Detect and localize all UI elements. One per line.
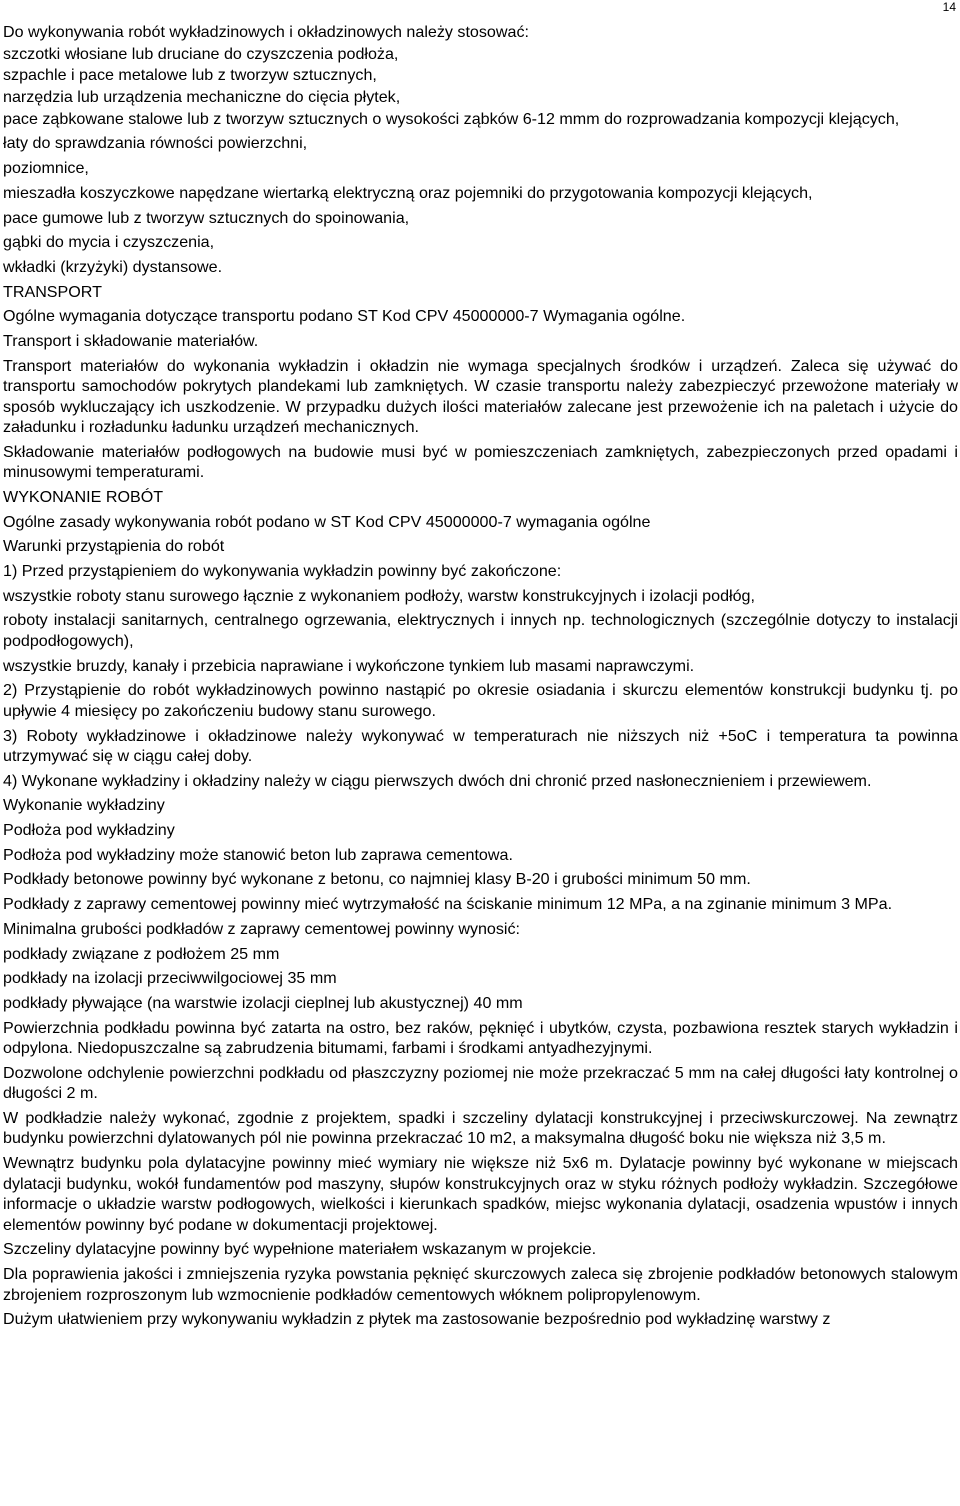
list-item: mieszadła koszyczkowe napędzane wiertarką elektryczną oraz pojemniki do przygotowania kompozycji klejących,	[3, 183, 813, 202]
paragraph: Podkłady betonowe powinny być wykonane z betonu, co najmniej klasy B-20 i grubości minimum 50 mm.	[3, 870, 751, 889]
paragraph: 4) Wykonane wykładziny i okładziny należy w ciągu pierwszych dwóch dni chronić przed nasłonecznieniem i przewiewem.	[3, 771, 872, 790]
list-item: podkłady na izolacji przeciwwilgociowej 35 mm	[3, 969, 337, 988]
paragraph: Powierzchnia podkładu powinna być zatarta na ostro, bez raków, pęknięć i ubytków, czysta, pozbawiona resztek starych wykładzin i odpylona. Niedopuszczalne są zabrudzenia bitumami, farbami i środkami antyadhezyjnymi.	[3, 1018, 958, 1058]
paragraph: Ogólne wymagania dotyczące transportu podano ST Kod CPV 45000000-7 Wymagania ogólne.	[3, 307, 686, 326]
paragraph: Dużym ułatwieniem przy wykonywaniu wykładzin z płytek ma zastosowanie bezpośrednio pod wykładzinę warstwy z	[3, 1310, 831, 1329]
list-item: poziomnice,	[3, 159, 89, 178]
section-heading: WYKONANIE ROBÓT	[3, 488, 164, 506]
paragraph: Transport materiałów do wykonania wykładzin i okładzin nie wymaga specjalnych środków i urządzeń. Zaleca się używać do transportu samochodów pokrytych plandekami lub zamkniętych. W czasie transportu należy zabezpieczyć przewożone materiały w sposób wykluczający ich uszkodzenie. W przypadku dużych ilości materiałów zalecane jest przewożenie ich na paletach i użycie do załadunku i rozładunku ładunku urządzeń mechanicznych.	[3, 356, 958, 437]
list-item: podkłady pływające (na warstwie izolacji cieplnej lub akustycznej) 40 mm	[3, 993, 523, 1012]
paragraph: Składowanie materiałów podłogowych na budowie musi być w pomieszczeniach zamkniętych, zabezpieczonych przed opadami i minusowymi temperaturami.	[3, 442, 958, 482]
paragraph: 2) Przystąpienie do robót wykładzinowych powinno nastąpić po okresie osiadania i skurczu elementów konstrukcji budynku tj. po upływie 4 miesięcy po zakończeniu budowy stanu surowego.	[3, 681, 958, 720]
paragraph: Do wykonywania robót wykładzinowych i okładzinowych należy stosować:	[3, 23, 529, 41]
page-number: 14	[942, 0, 956, 14]
list-item: szpachle i pace metalowe lub z tworzyw sztucznych,	[3, 66, 377, 85]
list-item: pace gumowe lub z tworzyw sztucznych do spoinowania,	[3, 208, 410, 227]
list-item: wszystkie bruzdy, kanały i przebicia naprawiane i wykończone tynkiem lub masami naprawczymi.	[3, 656, 695, 675]
list-item: wszystkie roboty stanu surowego łącznie z wykonaniem podłoży, warstw konstrukcyjnych i izolacji podłóg,	[3, 586, 755, 605]
list-item: podkłady związane z podłożem 25 mm	[3, 944, 280, 963]
paragraph: 3) Roboty wykładzinowe i okładzinowe należy wykonywać w temperaturach nie niższych niż +5oC i temperatura ta powinna utrzymywać się w ciągu całej doby.	[3, 726, 958, 765]
paragraph: Minimalna grubości podkładów z zaprawy cementowej powinny wynosić:	[3, 919, 521, 938]
subsection-heading: Warunki przystąpienia do robót	[3, 537, 225, 556]
paragraph: 1) Przed przystąpieniem do wykonywania wykładzin powinny być zakończone:	[3, 562, 562, 581]
paragraph: W podkładzie należy wykonać, zgodnie z projektem, spadki i szczeliny dylatacji konstrukcyjnej i przeciwskurczowej. Na zewnątrz budynku powierzchni dylatowanych pól nie powinna przekraczać 10 m2, a maksymalna długość boku nie większa niż 3,5 m.	[3, 1108, 958, 1148]
section-heading: TRANSPORT	[3, 282, 102, 301]
subsection-heading: Wykonanie wykładziny	[3, 796, 165, 815]
subsection-heading: Podłoża pod wykładziny	[3, 821, 175, 840]
paragraph: Dozwolone odchylenie powierzchni podkładu od płaszczyzny poziomej nie może przekraczać 5 mm na całej długości łaty kontrolnej o długości 2 m.	[3, 1063, 958, 1103]
paragraph: Ogólne zasady wykonywania robót podano w ST Kod CPV 45000000-7 wymagania ogólne	[3, 512, 651, 531]
paragraph: Dla poprawienia jakości i zmniejszenia ryzyka powstania pęknięć skurczowych zaleca się zbrojenie podkładów betonowych stalowym zbrojeniem rozproszonym lub wzmocnienie podkładów cementowych włóknem polipropylenowym.	[3, 1265, 958, 1304]
paragraph: Podkłady z zaprawy cementowej powinny mieć wytrzymałość na ściskanie minimum 12 MPa, a na zginanie minimum 3 MPa.	[3, 895, 893, 914]
paragraph: Wewnątrz budynku pola dylatacyjne powinny mieć wymiary nie większe niż 5x6 m. Dylatacje powinny być wykonane w miejscach dylatacji budynku, wokół fundamentów pod maszyny, słupów konstrukcyjnych oraz w styku różnych podłoży wykładzin. Szczegółowe informacje o układzie warstw podłogowych, wielkości i kierunkach spadków, miejsc wykonania dylatacji, osadzenia wpustów i innych elementów powinny być podane w dokumentacji projektowej.	[3, 1154, 958, 1234]
list-item: wkładki (krzyżyki) dystansowe.	[3, 257, 223, 276]
list-item: szczotki włosiane lub druciane do czyszczenia podłoża,	[3, 44, 399, 63]
list-item: narzędzia lub urządzenia mechaniczne do cięcia płytek,	[3, 88, 401, 107]
subsection-heading: Transport i składowanie materiałów.	[3, 331, 259, 350]
list-item: pace ząbkowane stalowe lub z tworzyw sztucznych o wysokości ząbków 6-12 mmm do rozprowadzania kompozycji klejących,	[3, 109, 900, 128]
list-item: roboty instalacji sanitarnych, centralnego ogrzewania, elektrycznych i innych np. technologicznych (szczególnie dotyczy to instalacji podpodłogowych),	[3, 611, 958, 650]
paragraph: Szczeliny dylatacyjne powinny być wypełnione materiałem wskazanym w projekcie.	[3, 1240, 597, 1259]
document-page	[3, 22, 958, 1334]
paragraph: Podłoża pod wykładziny może stanowić beton lub zaprawa cementowa.	[3, 845, 513, 864]
list-item: gąbki do mycia i czyszczenia,	[3, 233, 215, 252]
list-item: łaty do sprawdzania równości powierzchni,	[3, 134, 308, 153]
